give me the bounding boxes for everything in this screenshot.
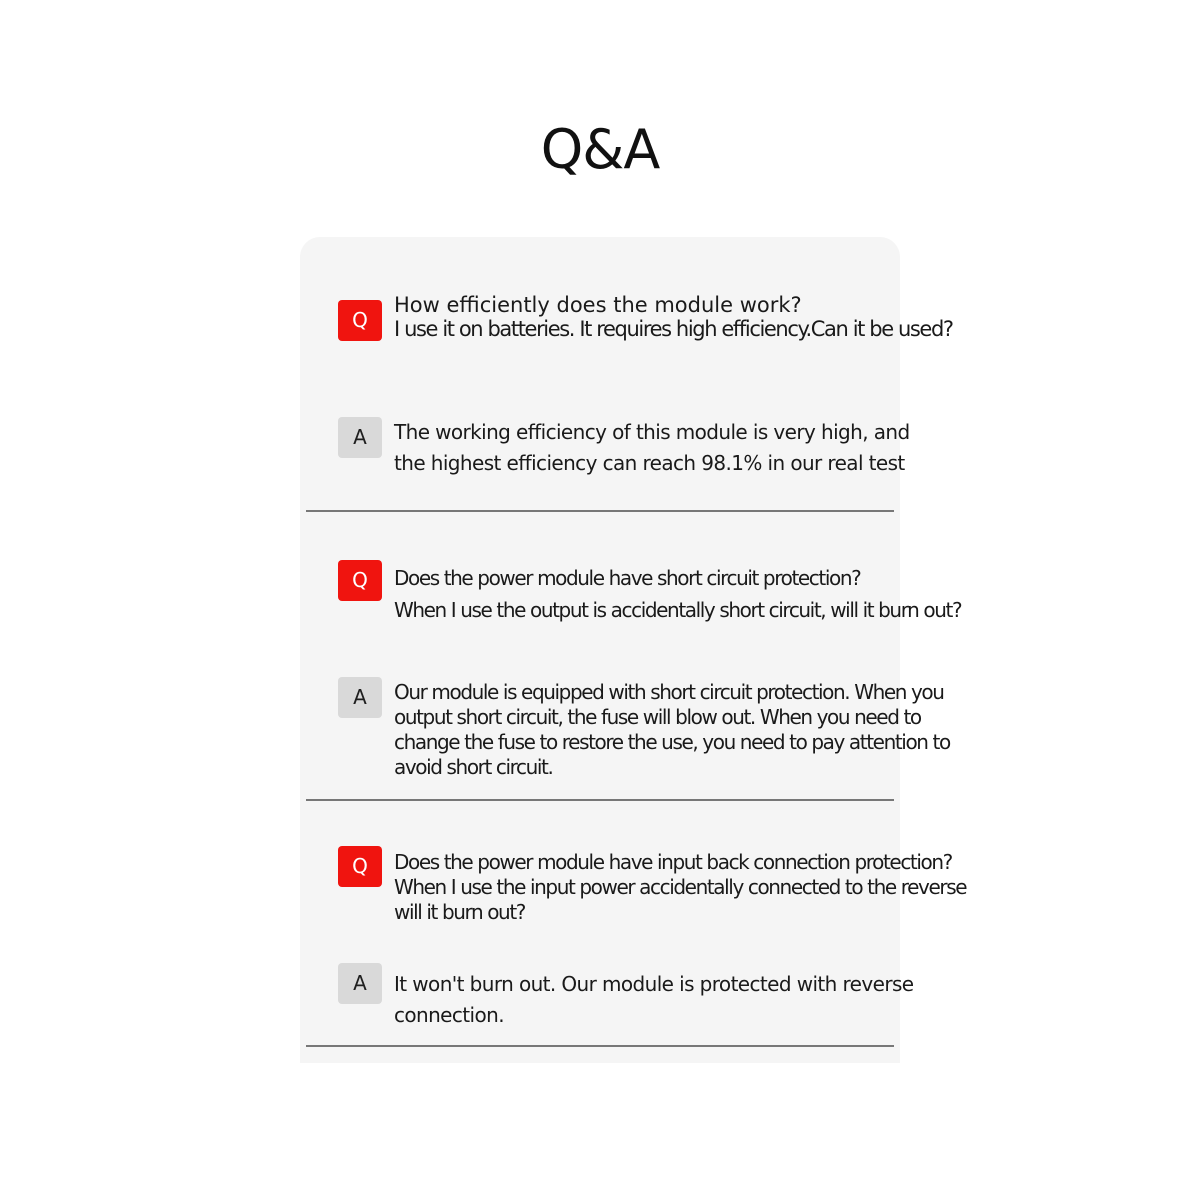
question-line: When I use the input power accidentally connected to the reverse — [394, 875, 967, 899]
answer-line: change the fuse to restore the use, you need to pay attention to — [394, 730, 950, 754]
answer-text — [394, 680, 950, 780]
answer-badge: A — [338, 677, 382, 718]
question-badge: Q — [338, 560, 382, 601]
page-title: Q&A — [540, 118, 660, 181]
divider — [306, 510, 894, 512]
answer-line: output short circuit, the fuse will blow out. When you need to — [394, 705, 921, 729]
question-badge: Q — [338, 300, 382, 341]
answer-line: Our module is equipped with short circuit protection. When you — [394, 680, 944, 704]
answer-line: The working efficiency of this module is very high, and — [394, 420, 910, 444]
question-line: I use it on batteries. It requires high efficiency.Can it be used? — [394, 317, 953, 341]
answer-text — [394, 969, 913, 1031]
question-line: Does the power module have input back connection protection? — [394, 850, 952, 874]
answer-line: connection. — [394, 1003, 504, 1027]
question-line: will it burn out? — [394, 900, 525, 924]
answer-text — [394, 417, 910, 479]
qa-card — [300, 237, 967, 1063]
answer-badge: A — [338, 963, 382, 1004]
divider — [306, 1045, 894, 1047]
answer-badge: A — [338, 417, 382, 458]
answer-line: It won't burn out. Our module is protected with reverse — [394, 972, 914, 996]
question-text — [394, 293, 953, 341]
question-text — [394, 562, 961, 626]
question-badge: Q — [338, 846, 382, 887]
divider — [306, 799, 894, 801]
question-line: When I use the output is accidentally short circuit, will it burn out? — [394, 598, 962, 622]
answer-line: avoid short circuit. — [394, 755, 553, 779]
question-line: Does the power module have short circuit protection? — [394, 566, 861, 590]
question-line: How efficiently does the module work? — [394, 293, 802, 317]
question-text — [394, 850, 966, 925]
answer-line: the highest efficiency can reach 98.1% in our real test — [394, 451, 905, 475]
